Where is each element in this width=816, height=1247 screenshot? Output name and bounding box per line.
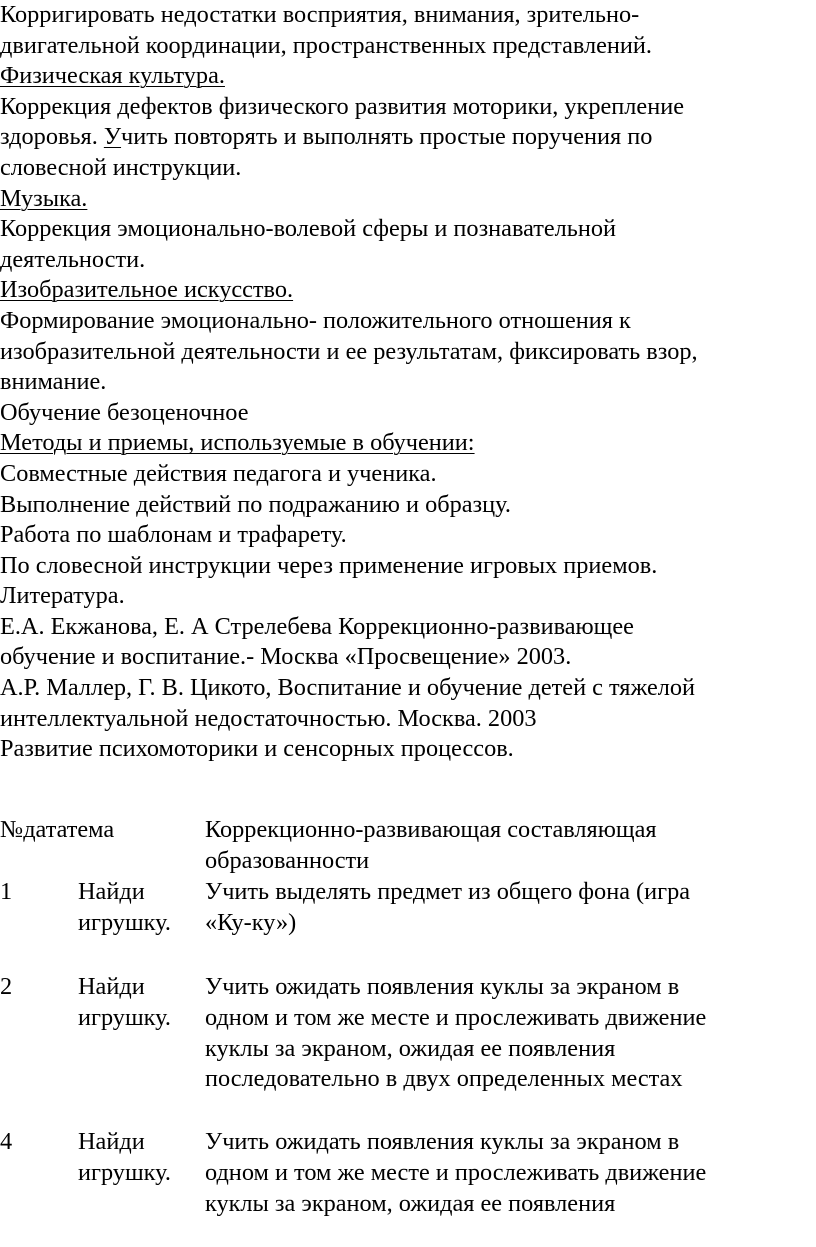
paragraph-line: Развитие психомоторики и сенсорных процессов. bbox=[0, 735, 514, 763]
table-row bbox=[0, 1127, 816, 1247]
description-line: одном и том же месте и прослеживать движение bbox=[205, 1003, 707, 1031]
section-heading-music bbox=[0, 184, 810, 215]
paragraph-line: изобразительной деятельности и ее результатам, фиксировать взор, bbox=[0, 337, 698, 365]
paragraph-line: Обучение безоценочное bbox=[0, 398, 249, 426]
description-line: последовательно в двух определенных местах bbox=[205, 1065, 683, 1093]
topic-line: Найди bbox=[78, 878, 145, 905]
description-line: «Ку-ку») bbox=[205, 908, 297, 936]
section-heading-text: Изобразительное искусство. bbox=[0, 276, 294, 304]
text-fragment: чить повторять и выполнять простые поручения по bbox=[121, 123, 653, 151]
row-topic bbox=[78, 1127, 202, 1189]
topic-line: игрушку. bbox=[78, 1158, 171, 1186]
row-topic bbox=[78, 877, 202, 939]
section-heading-methods bbox=[0, 428, 810, 459]
lesson-table bbox=[0, 815, 816, 1247]
paragraph-line: Коррекция эмоционально-волевой сферы и познавательной bbox=[0, 215, 617, 243]
paragraph-line: деятельности. bbox=[0, 245, 146, 273]
header-theme: тема bbox=[66, 816, 115, 843]
paragraph-line: Выполнение действий по подражанию и образцу. bbox=[0, 490, 511, 518]
paragraph-line-mixed bbox=[0, 122, 810, 153]
header-desc: Коррекционно-развивающая составляющая bbox=[205, 816, 657, 843]
paragraph-line: Совместные действия педагога и ученика. bbox=[0, 459, 437, 487]
paragraph-line: двигательной координации, пространственных представлений. bbox=[0, 31, 653, 59]
header-date: дата bbox=[23, 816, 67, 843]
table-header-cell bbox=[0, 815, 114, 846]
table-header-cell bbox=[205, 815, 815, 877]
paragraph-line: Работа по шаблонам и трафарету. bbox=[0, 521, 347, 549]
paragraph-line: А.Р. Маллер, Г. В. Цикото, Воспитание и обучение детей с тяжелой bbox=[0, 674, 695, 702]
description-line: одном и том же месте и прослеживать движение bbox=[205, 1158, 707, 1186]
paragraph-line: обучение и воспитание.- Москва «Просвещение» 2003. bbox=[0, 643, 572, 671]
section-heading-text: Физическая культура. bbox=[0, 62, 225, 90]
paragraph-line: Коррекция дефектов физического развития моторики, укрепление bbox=[0, 92, 684, 120]
paragraph-line: Формирование эмоционально- положительного отношения к bbox=[0, 306, 631, 334]
paragraph-line: Е.А. Екжанова, Е. А Стрелебева Коррекционно-развивающее bbox=[0, 612, 634, 640]
row-description bbox=[205, 1127, 815, 1219]
topic-line: Найди bbox=[78, 973, 145, 1000]
table-header-row bbox=[0, 815, 816, 877]
paragraph-line: словесной инструкции. bbox=[0, 153, 242, 181]
underlined-letter: У bbox=[103, 123, 122, 151]
section-heading-visual-art bbox=[0, 275, 810, 306]
header-desc: образованности bbox=[205, 846, 370, 874]
topic-line: Найди bbox=[78, 1128, 145, 1155]
topic-line: игрушку. bbox=[78, 908, 171, 936]
paragraph-line: интеллектуальной недостаточностью. Москва. 2003 bbox=[0, 704, 537, 732]
paragraph-line: внимание. bbox=[0, 368, 107, 396]
paragraph-line: По словесной инструкции через применение игровых приемов. bbox=[0, 551, 658, 579]
row-topic bbox=[78, 972, 202, 1034]
header-num: № bbox=[0, 816, 24, 843]
row-description bbox=[205, 877, 815, 939]
description-line: куклы за экраном, ожидая ее появления bbox=[205, 1189, 616, 1217]
section-heading-text: Методы и приемы, используемые в обучении: bbox=[0, 429, 475, 457]
row-number: 4 bbox=[0, 1128, 13, 1155]
description-line: Учить выделять предмет из общего фона (игра bbox=[205, 878, 691, 905]
paragraph-line: Литература. bbox=[0, 582, 125, 610]
description-line: Учить ожидать появления куклы за экраном в bbox=[205, 973, 680, 1000]
row-description bbox=[205, 972, 815, 1095]
text-fragment: здоровья. bbox=[0, 123, 104, 151]
section-heading-physical-culture bbox=[0, 61, 810, 92]
description-line: куклы за экраном, ожидая ее появления bbox=[205, 1034, 616, 1062]
section-heading-text: Музыка. bbox=[0, 184, 88, 212]
description-line: Учить ожидать появления куклы за экраном в bbox=[205, 1128, 680, 1155]
table-row bbox=[0, 972, 816, 1127]
topic-line: игрушку. bbox=[78, 1003, 171, 1031]
table-row bbox=[0, 877, 816, 972]
row-number: 2 bbox=[0, 973, 13, 1000]
paragraph-line: Корригировать недостатки восприятия, внимания, зрительно- bbox=[0, 1, 640, 28]
row-number: 1 bbox=[0, 878, 13, 905]
